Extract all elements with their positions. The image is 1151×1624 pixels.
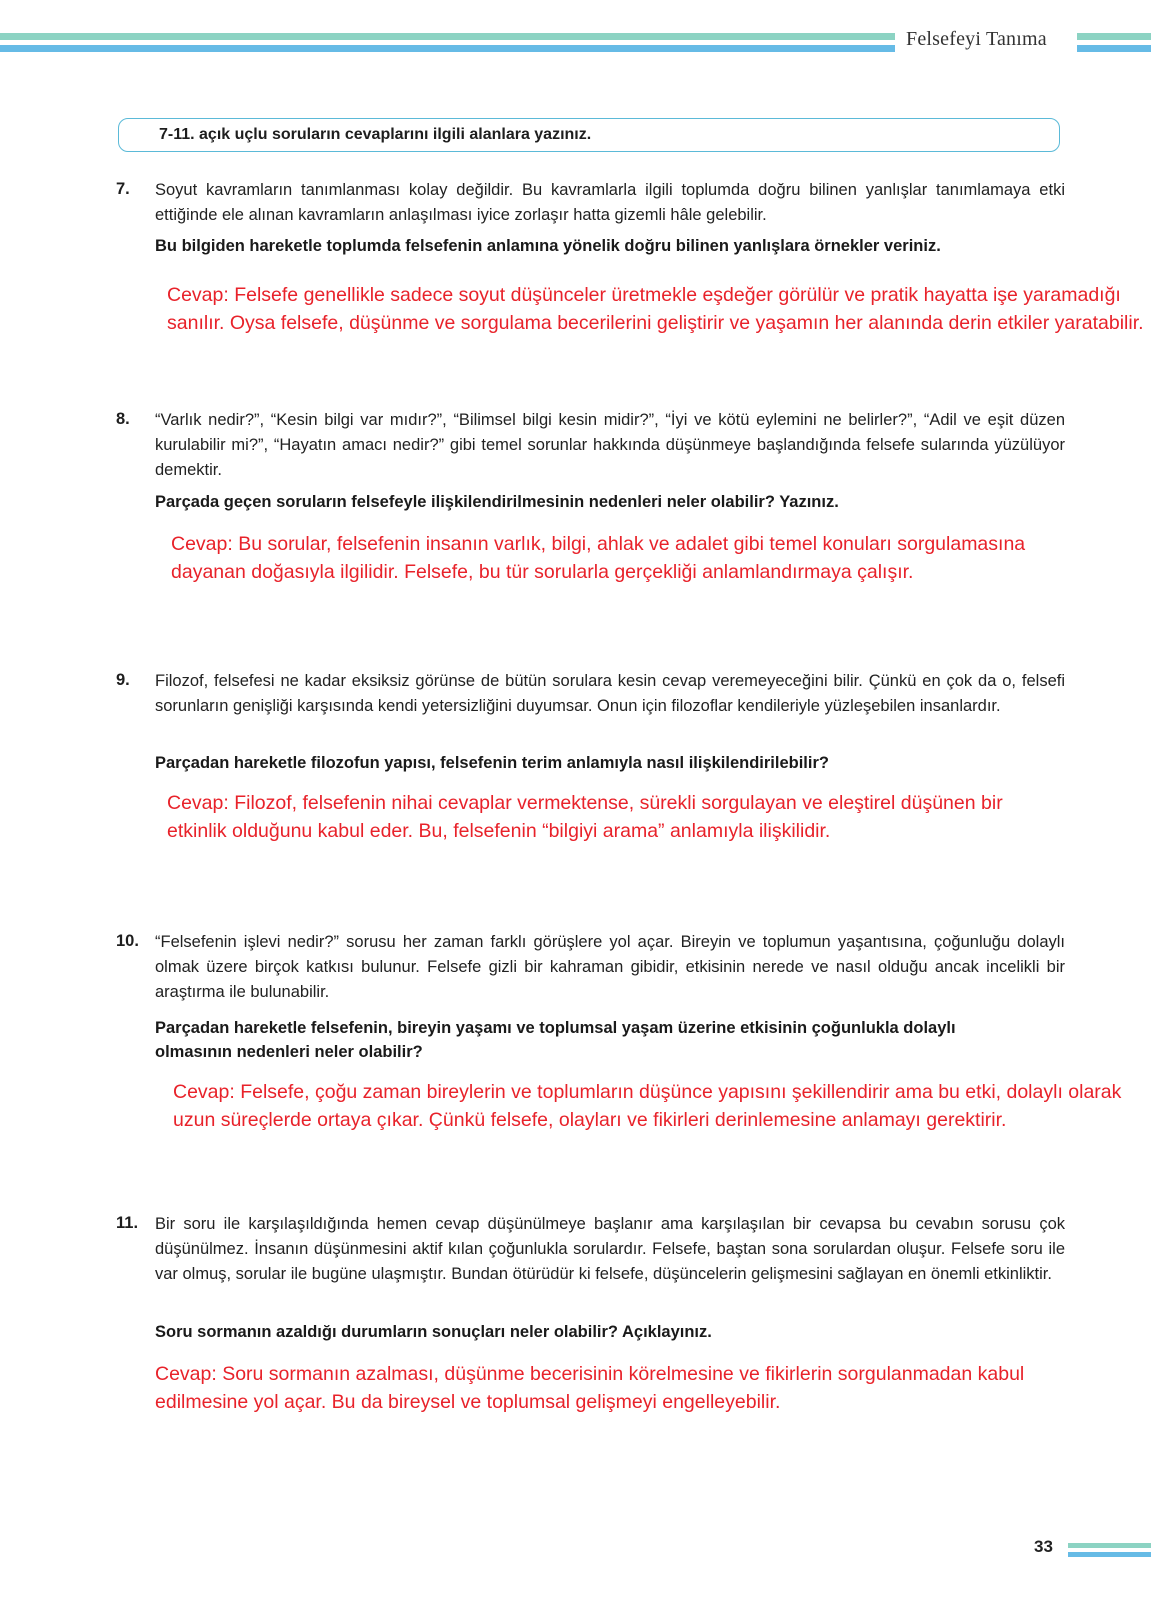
- question-number: 9.: [116, 671, 130, 689]
- answer-11: Cevap: Soru sormanın azalması, düşünme becerisinin körelmesine ve fikirlerin sorgulanmadan kabul edilmesine yol açar. Bu da bireysel ve toplumsal gelişmeyi engelleyebilir.: [155, 1363, 1025, 1413]
- question-body: Bir soru ile karşılaşıldığında hemen cevap düşünülmeye başlanır ama karşılaşılan bir cevapsa bu cevabın sorusu çok düşünülmez. İnsanın düşünmesini aktif kılan çoğunlukla sorulardır. Felsefe, baştan sona sorulardan oluşur. Felsefe soru ile var olmuş, sorular ile bugüne ulaşmıştır. Bundan ötürüdür ki felsefe, düşüncelerin gelişmesini sağlayan en önemli etkinliktir.: [155, 1215, 1065, 1283]
- question-number: 8.: [116, 410, 130, 428]
- header-stripe-green-left: [0, 33, 895, 40]
- question-number: 11.: [116, 1214, 139, 1232]
- footer-stripe-green: [1068, 1543, 1151, 1548]
- header-stripe-green-right: [1077, 33, 1151, 40]
- answer-7: Cevap: Felsefe genellikle sadece soyut düşünceler üretmekle eşdeğer görülür ve pratik hayatta işe yaramadığı sanılır. Oysa felsefe, düşünme ve sorgulama becerilerini geliştirir ve yaşamın her alanında derin etkiler yaratabilir.: [167, 284, 1144, 334]
- question-prompt: Parçadan hareketle felsefenin, bireyin yaşamı ve toplumsal yaşam üzerine etkisinin çoğunlukla dolaylı olmasının nedenleri neler olabilir?: [155, 1019, 956, 1061]
- question-prompt: Bu bilgiden hareketle toplumda felsefenin anlamına yönelik doğru bilinen yanlışlara örnekler veriniz.: [155, 237, 941, 255]
- question-prompt: Parçada geçen soruların felsefeyle ilişkilendirilmesinin nedenleri neler olabilir? Yazınız.: [155, 493, 839, 511]
- question-body: Soyut kavramların tanımlanması kolay değildir. Bu kavramlarla ilgili toplumda doğru bilinen yanlışlar tanımlamaya etki ettiğinde ele alınan kavramların anlaşılması iyice zorlaşır hatta gizemli hâle gelebilir.: [155, 181, 1065, 224]
- question-body: “Varlık nedir?”, “Kesin bilgi var mıdır?”, “Bilimsel bilgi kesin midir?”, “İyi ve kötü eylemini ne belirler?”, “Adil ve eşit düzen kurulabilir mi?”, “Hayatın amacı nedir?” gibi temel sorunlar hakkında düşünmeye başlandığında felsefe sularında yüzülüyor demektir.: [155, 411, 1065, 479]
- question-prompt: Parçadan hareketle filozofun yapısı, felsefenin terim anlamıyla nasıl ilişkilendirilebilir?: [155, 754, 829, 772]
- question-number: 10.: [116, 932, 139, 950]
- answer-10: Cevap: Felsefe, çoğu zaman bireylerin ve toplumların düşünce yapısını şekillendirir ama bu etki, dolaylı olarak uzun süreçlerde ortaya çıkar. Çünkü felsefe, olayları ve fikirleri derinlemesine anlamayı gerektirir.: [173, 1081, 1122, 1131]
- header-stripe-blue-left: [0, 45, 895, 52]
- answer-9: Cevap: Filozof, felsefenin nihai cevaplar vermektense, sürekli sorgulayan ve eleştirel düşünen bir etkinlik olduğunu kabul eder. Bu, felsefenin “bilgiyi arama” anlamıyla ilişkilidir.: [167, 792, 1003, 842]
- section-title: Felsefeyi Tanıma: [906, 28, 1047, 50]
- question-prompt: Soru sormanın azaldığı durumların sonuçları neler olabilir? Açıklayınız.: [155, 1323, 712, 1341]
- question-body: Filozof, felsefesi ne kadar eksiksiz görünse de bütün sorulara kesin cevap veremeyeceğini bilir. Çünkü en çok da o, felsefi sorunların genişliği karşısında kendi yetersizliğini duyumsar. Onun için filozoflar kendileriyle yüzleşebilen insanlardır.: [155, 672, 1065, 715]
- answer-8: Cevap: Bu sorular, felsefenin insanın varlık, bilgi, ahlak ve adalet gibi temel konuları sorgulamasına dayanan doğasıyla ilgilidir. Felsefe, bu tür sorularla gerçekliği anlamlandırmaya çalışır.: [171, 533, 1026, 583]
- instruction-text: 7-11. açık uçlu soruların cevaplarını ilgili alanlara yazınız.: [159, 126, 592, 143]
- instruction-box: [118, 118, 1060, 152]
- question-number: 7.: [116, 180, 130, 198]
- header-stripe-blue-right: [1077, 45, 1151, 52]
- footer-stripe-blue: [1068, 1552, 1151, 1557]
- question-body: “Felsefenin işlevi nedir?” sorusu her zaman farklı görüşlere yol açar. Bireyin ve toplumun yaşantısına, çoğunluğu dolaylı olmak üzere birçok katkısı bulunur. Felsefe gizli bir kahraman gibidir, etkisinin nerede ve nasıl olduğu ancak incelikli bir araştırma ile bulunabilir.: [155, 933, 1065, 1001]
- page-number: 33: [1034, 1537, 1053, 1556]
